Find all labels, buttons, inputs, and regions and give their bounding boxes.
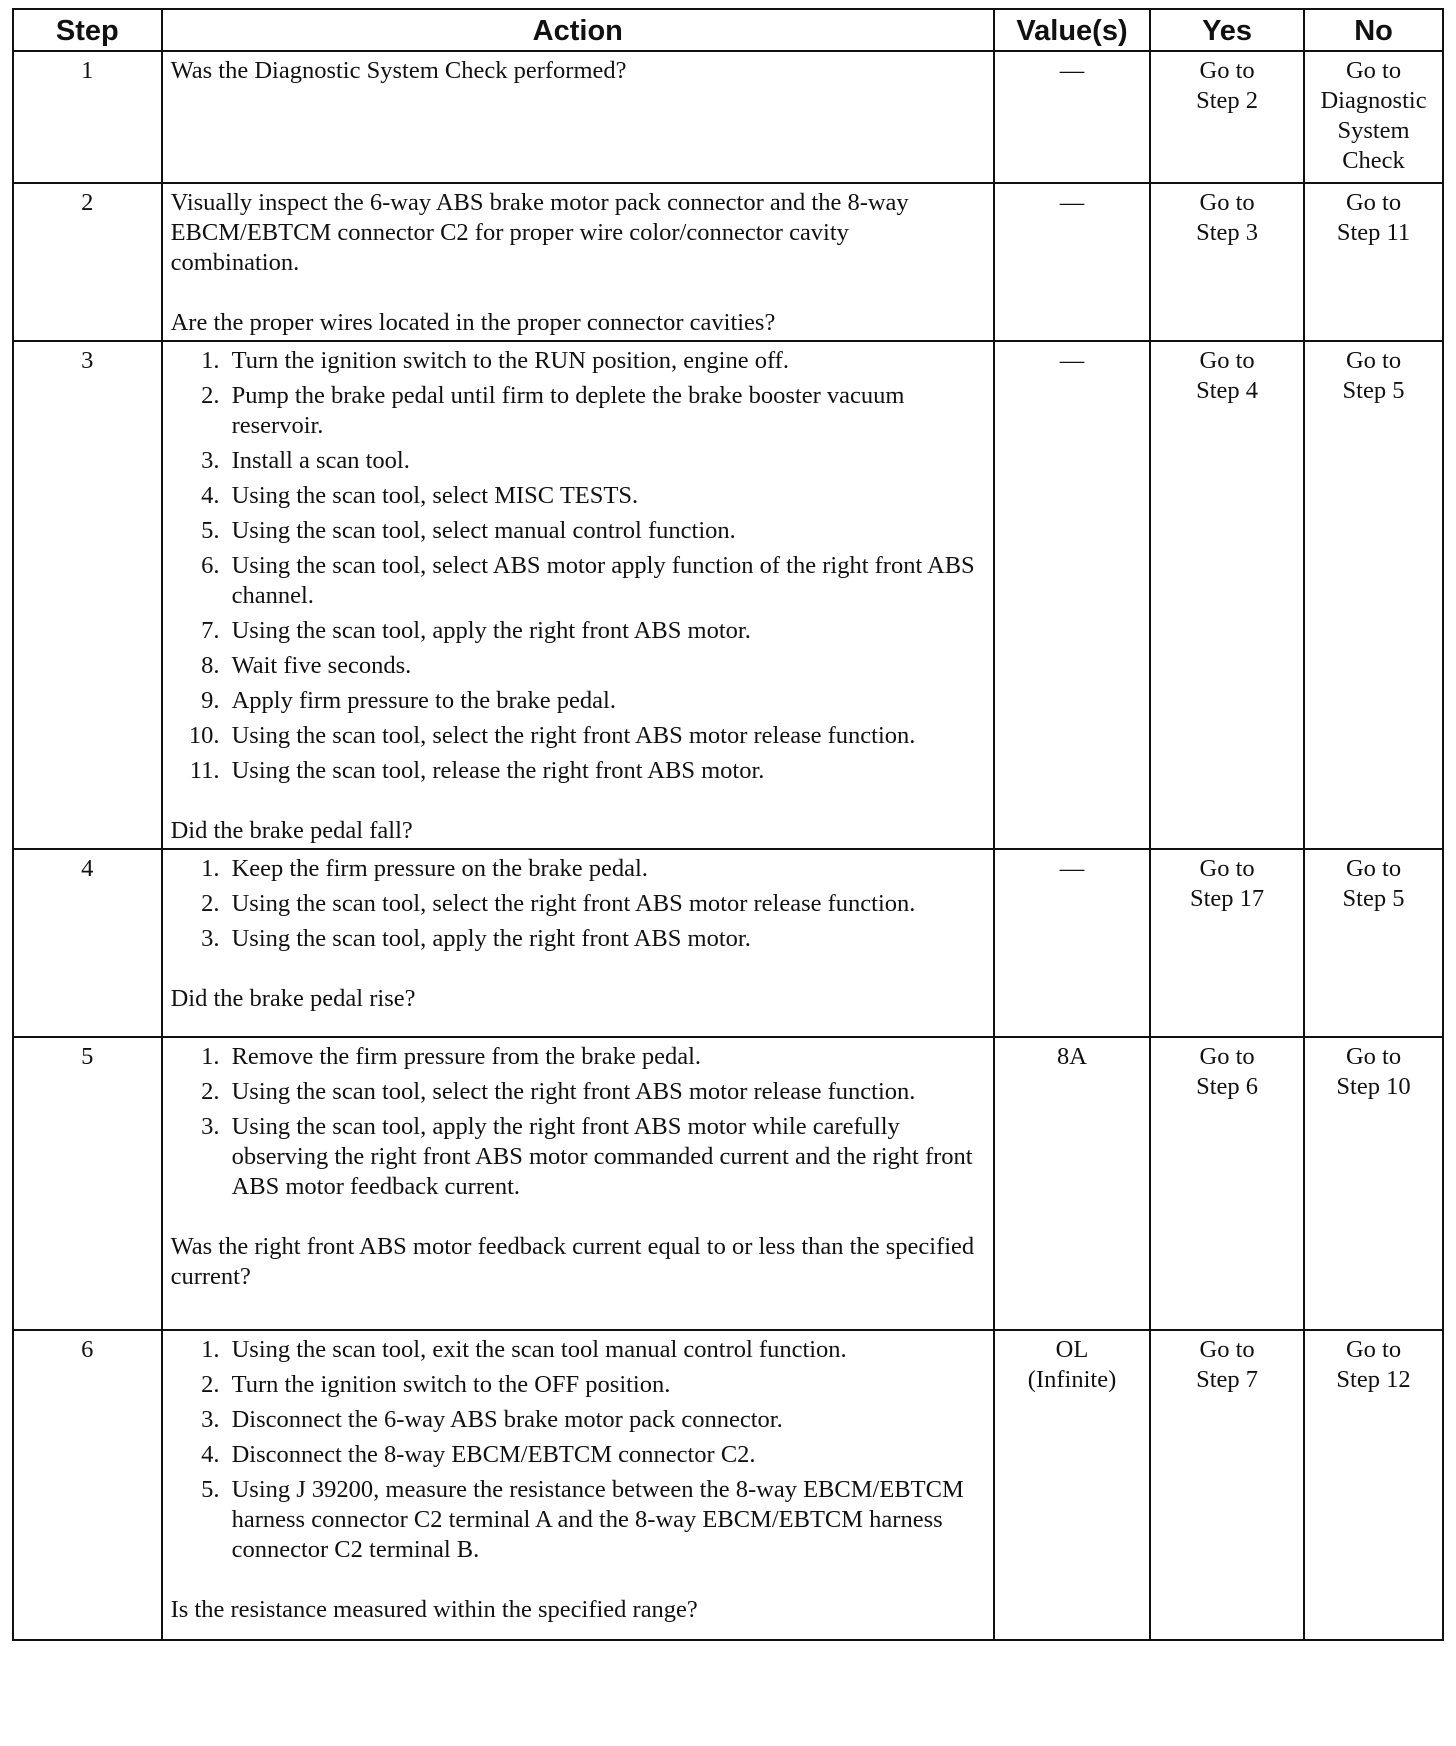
action-step-item: 9. Apply firm pressure to the brake pedal. [226,686,979,716]
action-question: Did the brake pedal fall? [170,817,413,844]
action-step-item: 7. Using the scan tool, apply the right front ABS motor. [226,616,979,646]
action-step-item: 1. Turn the ignition switch to the RUN position, engine off. [226,346,979,376]
step-number: 5 [13,1037,162,1330]
header-action: Action [162,9,994,51]
action-step-item: 1. Keep the firm pressure on the brake pedal. [226,854,979,884]
value-cell: 8A [994,1037,1150,1330]
action-steps-list [171,1042,979,1202]
action-steps-list [171,346,979,786]
header-row [13,9,1443,51]
action-lead: Visually inspect the 6-way ABS brake motor pack connector and the 8-way EBCM/EBTCM connector C2 for proper wire color/connector cavity combination. [170,189,909,276]
action-step-item: 10. Using the scan tool, select the right front ABS motor release function. [226,721,979,751]
action-step-item: 2. Turn the ignition switch to the OFF position. [226,1370,979,1400]
diagnostic-table-sheet [12,8,1444,1641]
action-question: Was the right front ABS motor feedback current equal to or less than the specified current? [170,1233,975,1290]
action-question: Are the proper wires located in the proper connector cavities? [170,309,776,336]
header-no: No [1304,9,1443,51]
action-cell [162,183,994,341]
action-step-item: 3. Install a scan tool. [226,446,979,476]
action-cell [162,1330,994,1640]
value-cell: — [994,849,1150,1037]
action-step-item: 2. Pump the brake pedal until firm to deplete the brake booster vacuum reservoir. [226,381,979,441]
value-cell: — [994,341,1150,849]
no-cell: Go to Step 5 [1304,341,1443,849]
step-number: 1 [13,51,162,183]
step-number: 2 [13,183,162,341]
header-step: Step [13,9,162,51]
action-step-item: 3. Using the scan tool, apply the right front ABS motor. [226,924,979,954]
no-cell: Go to Step 12 [1304,1330,1443,1640]
action-step-item: 3. Using the scan tool, apply the right front ABS motor while carefully observing the right front ABS motor commanded current and the right front ABS motor feedback current. [226,1112,979,1202]
action-cell [162,51,994,183]
yes-cell: Go to Step 17 [1150,849,1304,1037]
action-step-item: 1. Using the scan tool, exit the scan tool manual control function. [226,1335,979,1365]
value-cell: OL (Infinite) [994,1330,1150,1640]
action-question: Did the brake pedal rise? [170,985,416,1012]
value-cell: — [994,51,1150,183]
step-number: 3 [13,341,162,849]
yes-cell: Go to Step 3 [1150,183,1304,341]
diagnostic-table [12,8,1444,1641]
action-cell [162,849,994,1037]
no-cell: Go to Diagnostic System Check [1304,51,1443,183]
action-step-item: 11. Using the scan tool, release the right front ABS motor. [226,756,979,786]
no-cell: Go to Step 10 [1304,1037,1443,1330]
action-step-item: 5. Using J 39200, measure the resistance between the 8-way EBCM/EBTCM harness connector C2 terminal A and the 8-way EBCM/EBTCM harness connector C2 terminal B. [226,1475,979,1565]
no-cell: Go to Step 11 [1304,183,1443,341]
action-step-item: 2. Using the scan tool, select the right front ABS motor release function. [226,1077,979,1107]
table-row [13,183,1443,341]
no-cell: Go to Step 5 [1304,849,1443,1037]
action-step-item: 4. Using the scan tool, select MISC TESTS. [226,481,979,511]
action-steps-list [171,1335,979,1565]
action-cell [162,341,994,849]
table-row [13,849,1443,1037]
action-cell [162,1037,994,1330]
yes-cell: Go to Step 7 [1150,1330,1304,1640]
action-step-item: 6. Using the scan tool, select ABS motor apply function of the right front ABS channel. [226,551,979,611]
table-row [13,1037,1443,1330]
action-step-item: 4. Disconnect the 8-way EBCM/EBTCM connector C2. [226,1440,979,1470]
step-number: 4 [13,849,162,1037]
action-question: Was the Diagnostic System Check performed? [170,57,627,84]
action-step-item: 3. Disconnect the 6-way ABS brake motor pack connector. [226,1405,979,1435]
table-row [13,51,1443,183]
step-number: 6 [13,1330,162,1640]
action-question: Is the resistance measured within the specified range? [170,1596,698,1623]
action-step-item: 5. Using the scan tool, select manual control function. [226,516,979,546]
action-step-item: 1. Remove the firm pressure from the brake pedal. [226,1042,979,1072]
header-value: Value(s) [994,9,1150,51]
header-yes: Yes [1150,9,1304,51]
yes-cell: Go to Step 6 [1150,1037,1304,1330]
action-step-item: 2. Using the scan tool, select the right front ABS motor release function. [226,889,979,919]
action-step-item: 8. Wait five seconds. [226,651,979,681]
yes-cell: Go to Step 4 [1150,341,1304,849]
action-steps-list [171,854,979,954]
table-row [13,341,1443,849]
table-row [13,1330,1443,1640]
value-cell: — [994,183,1150,341]
yes-cell: Go to Step 2 [1150,51,1304,183]
